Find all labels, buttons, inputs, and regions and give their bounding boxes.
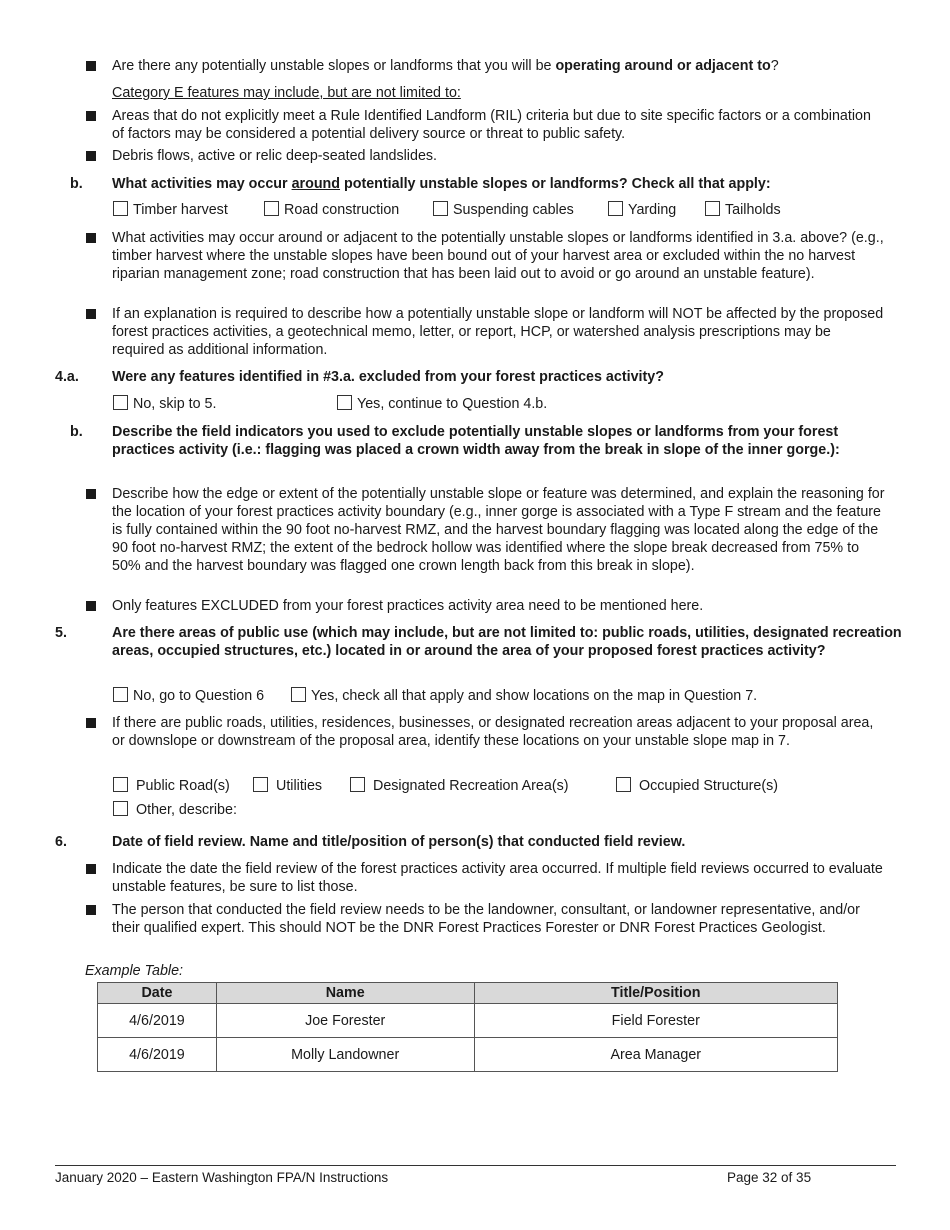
bullet-text: Areas that do not explicitly meet a Rule Identified Landform (RIL) criteria but due to site specific factors or a combination of factors may be considered a potential delivery source or threat to public safety.	[112, 108, 871, 142]
option-label: Tailholds	[725, 202, 781, 218]
question-text: What activities may occur	[112, 176, 292, 192]
cell-name: Molly Landowner	[216, 1038, 474, 1072]
bullet-text: Are there any potentially unstable slopes or landforms that you will be	[112, 58, 556, 74]
bullet-person-conducted	[86, 901, 886, 937]
option-label: Yes, check all that apply and show locations on the map in Question 7.	[311, 688, 758, 704]
bullet-text: If there are public roads, utilities, residences, businesses, or designated recreation areas adjacent to your proposal area, or downslope or downstream of the proposal area, identify these locations on your unstable slope map in 7.	[112, 715, 874, 749]
question-5-text: Are there areas of public use (which may include, but are not limited to: public roads, utilities, designated recreation areas, occupied structures, etc.) located in or around the area of your proposed forest practices activity?	[112, 625, 902, 659]
table-row	[98, 1004, 838, 1038]
question-3b-text	[112, 175, 902, 193]
option-utilities[interactable]	[253, 777, 322, 795]
category-e-heading: Category E features may include, but are not limited to:	[112, 85, 461, 101]
bullet-text: If an explanation is required to describe how a potentially unstable slope or landform will NOT be affected by the proposed forest practices activities, a geotechnical memo, letter, or report, HCP, or watershed analysis prescriptions may be required as additional information.	[112, 306, 884, 358]
question-number: b.	[70, 176, 83, 192]
option-label: Yarding	[628, 202, 677, 218]
header-date: Date	[98, 983, 217, 1004]
checkbox[interactable]	[113, 395, 128, 410]
bullet-icon	[86, 61, 96, 71]
option-yes-check-all[interactable]	[291, 687, 757, 705]
question-number: 4.a.	[55, 369, 79, 385]
example-table-label: Example Table:	[85, 963, 184, 979]
bullet-describe-edge	[86, 485, 886, 575]
cell-title: Area Manager	[474, 1038, 837, 1072]
option-timber-harvest[interactable]	[113, 201, 228, 219]
question-number: b.	[70, 424, 83, 440]
option-public-roads[interactable]	[113, 777, 230, 795]
checkbox[interactable]	[264, 201, 279, 216]
option-label: Yes, continue to Question 4.b.	[357, 396, 548, 412]
cell-name: Joe Forester	[216, 1004, 474, 1038]
checkbox[interactable]	[113, 777, 128, 792]
table-header-row	[98, 983, 838, 1004]
bullet-text: Describe how the edge or extent of the potentially unstable slope or feature was determined, and explain the reasoning for the location of your forest practices activity boundary (e.g., inner gorge is associated with a Type F stream and the feature is fully contained within the 90 foot no-harvest RMZ, and the harvest boundary flagging was located along the edge of the 90 foot no-harvest RMZ; the extent of the bedrock hollow was identified where the slope break decreased from 75% to 50% and the harvest boundary was flagged one crown length back from this break in slope).	[112, 486, 885, 574]
option-tailholds[interactable]	[705, 201, 781, 219]
option-other-describe[interactable]	[113, 801, 237, 819]
bullet-text-bold: operating around or adjacent to	[555, 58, 771, 74]
question-text-underlined: around	[291, 176, 341, 192]
question-4b-text: Describe the field indicators you used to exclude potentially unstable slopes or landforms from your forest practices activity (i.e.: flagging was placed a crown width away from the break in slope of the inner gorge.):	[112, 424, 840, 458]
bullet-icon	[86, 489, 96, 499]
header-title-position: Title/Position	[474, 983, 837, 1004]
checkbox[interactable]	[616, 777, 631, 792]
bullet-icon	[86, 601, 96, 611]
question-number: 5.	[55, 625, 67, 641]
option-label: Public Road(s)	[136, 778, 230, 794]
bullet-explanation-required	[86, 305, 886, 359]
bullet-operating-around	[86, 57, 886, 75]
option-label: Suspending cables	[453, 202, 574, 218]
option-label: Other, describe:	[136, 802, 237, 818]
cell-date: 4/6/2019	[98, 1038, 217, 1072]
bullet-icon	[86, 111, 96, 121]
bullet-text: Only features EXCLUDED from your forest practices activity area need to be mentioned here.	[112, 598, 704, 614]
question-text-end: potentially unstable slopes or landforms? Check all that apply:	[340, 176, 771, 192]
option-no-skip[interactable]	[113, 395, 216, 413]
option-label: Designated Recreation Area(s)	[373, 778, 569, 794]
option-yarding[interactable]	[608, 201, 676, 219]
footer-divider	[55, 1165, 896, 1166]
bullet-text: The person that conducted the field review needs to be the landowner, consultant, or landowner representative, and/or their qualified expert. This should NOT be the DNR Forest Practices Forester or DNR Forest Practices Geologist.	[112, 902, 860, 936]
checkbox[interactable]	[253, 777, 268, 792]
bullet-icon	[86, 864, 96, 874]
option-no-go-6[interactable]	[113, 687, 264, 705]
table-row	[98, 1038, 838, 1072]
option-label: Timber harvest	[133, 202, 228, 218]
bullet-public-roads	[86, 714, 886, 750]
checkbox[interactable]	[433, 201, 448, 216]
question-4a-text: Were any features identified in #3.a. excluded from your forest practices activity?	[112, 369, 664, 385]
option-label: Road construction	[284, 202, 400, 218]
option-label: Occupied Structure(s)	[639, 778, 779, 794]
option-road-construction[interactable]	[264, 201, 399, 219]
footer-document-title: January 2020 – Eastern Washington FPA/N Instructions	[55, 1170, 389, 1185]
checkbox[interactable]	[113, 801, 128, 816]
bullet-icon	[86, 905, 96, 915]
header-name: Name	[216, 983, 474, 1004]
cell-title: Field Forester	[474, 1004, 837, 1038]
checkbox[interactable]	[113, 687, 128, 702]
checkbox[interactable]	[291, 687, 306, 702]
bullet-icon	[86, 718, 96, 728]
checkbox[interactable]	[608, 201, 623, 216]
option-label: No, go to Question 6	[133, 688, 265, 704]
bullet-debris-flows	[86, 147, 886, 165]
checkbox[interactable]	[337, 395, 352, 410]
cell-date: 4/6/2019	[98, 1004, 217, 1038]
checkbox[interactable]	[705, 201, 720, 216]
bullet-text: Indicate the date the field review of the forest practices activity area occurred. If multiple field reviews occurred to evaluate unstable features, be sure to list those.	[112, 861, 883, 895]
bullet-areas-ril	[86, 107, 886, 143]
option-recreation-area[interactable]	[350, 777, 569, 795]
option-occupied-structures[interactable]	[616, 777, 778, 795]
bullet-text: What activities may occur around or adjacent to the potentially unstable slopes or landforms identified in 3.a. above? (e.g., timber harvest where the unstable slopes have been bound out of your harvest area or excluded within the no harvest riparian management zone; road construction that has been laid out to avoid or go around an unstable feature).	[112, 230, 884, 282]
bullet-only-excluded	[86, 597, 886, 615]
question-number: 6.	[55, 834, 67, 850]
option-label: No, skip to 5.	[133, 396, 217, 412]
option-yes-continue[interactable]	[337, 395, 547, 413]
bullet-icon	[86, 233, 96, 243]
bullet-indicate-date	[86, 860, 886, 896]
checkbox[interactable]	[350, 777, 365, 792]
footer-page-number: Page 32 of 35	[727, 1170, 812, 1185]
option-suspending-cables[interactable]	[433, 201, 574, 219]
bullet-text-end: ?	[770, 58, 779, 74]
question-6-text: Date of field review. Name and title/position of person(s) that conducted field review.	[112, 834, 686, 850]
bullet-icon	[86, 151, 96, 161]
bullet-icon	[86, 309, 96, 319]
bullet-activities-around	[86, 229, 886, 283]
bullet-text: Debris flows, active or relic deep-seated landslides.	[112, 148, 438, 164]
example-table	[97, 982, 838, 1072]
option-label: Utilities	[276, 778, 323, 794]
checkbox[interactable]	[113, 201, 128, 216]
